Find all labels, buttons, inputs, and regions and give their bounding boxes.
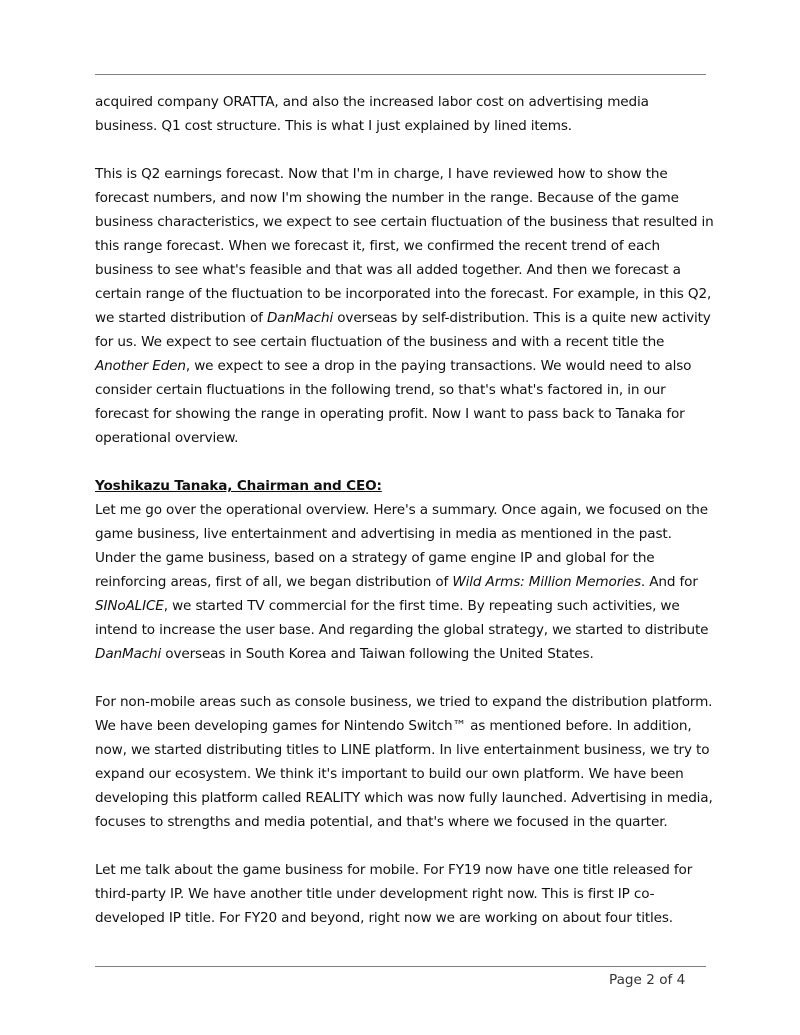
- document-body: [95, 90, 715, 954]
- text-segment: For non-mobile areas such as console business, we tried to expand the distribution platform. We have been developing games for Nintendo Switch™ as mentioned before. In addition, now, we started distributing titles to LINE platform. In live entertainment business, we try to expand our ecosystem. We think it's important to build our own platform. We have been developing this platform called REALITY which was now fully launched. Advertising in media, focuses to strengths and media potential, and that's where we focused in the quarter.: [95, 694, 713, 830]
- page-number: Page 2 of 4: [609, 972, 686, 988]
- text-segment: Let me go over the operational overview. Here's a summary. Once again, we focused on the game business, live entertainment and advertising in media as mentioned in the past. Under the game business, based on a strategy of game engine IP and global for the reinforcing areas, first of all, we began distribution of: [95, 502, 708, 590]
- title-wild-arms: Wild Arms: Million Memories: [452, 574, 641, 590]
- text-segment: acquired company ORATTA, and also the increased labor cost on advertising media business. Q1 cost structure. This is what I just explained by lined items.: [95, 94, 649, 134]
- title-another-eden: Another Eden: [95, 358, 186, 374]
- text-segment: . And for: [640, 574, 698, 590]
- text-segment: Let me talk about the game business for mobile. For FY19 now have one title released for third-party IP. We have another title under development right now. This is first IP co-developed IP title. For FY20 and beyond, right now we are working on about four titles.: [95, 862, 693, 926]
- title-sinoalice: SINoALICE: [95, 598, 164, 614]
- text-segment: overseas by self-distribution. This is a quite new activity for us. We expect to see certain fluctuation of the business and with a recent title the: [95, 310, 711, 350]
- footer-divider: [95, 966, 706, 967]
- text-segment: This is Q2 earnings forecast. Now that I'm in charge, I have reviewed how to show the forecast numbers, and now I'm showing the number in the range. Because of the game business characteristics, we expect to see certain fluctuation of the business that resulted in this range forecast. When we forecast it, first, we confirmed the recent trend of each business to see what's feasible and that was all added together. And then we forecast a certain range of the fluctuation to be incorporated into the forecast. For example, in this Q2, we started distribution of: [95, 166, 714, 326]
- paragraph: [95, 90, 715, 138]
- paragraph: [95, 690, 715, 834]
- text-segment: , we started TV commercial for the first time. By repeating such activities, we intend to increase the user base. And regarding the global strategy, we started to distribute: [95, 598, 709, 638]
- paragraph: [95, 162, 715, 450]
- title-danmachi: DanMachi: [95, 646, 162, 662]
- text-segment: overseas in South Korea and Taiwan following the United States.: [161, 646, 594, 662]
- text-segment: , we expect to see a drop in the paying transactions. We would need to also consider certain fluctuations in the following trend, so that's what's factored in, in our forecast for showing the range in operating profit. Now I want to pass back to Tanaka for operational overview.: [95, 358, 692, 446]
- speaker-heading: Yoshikazu Tanaka, Chairman and CEO:: [95, 478, 382, 494]
- paragraph: [95, 498, 715, 666]
- title-danmachi: DanMachi: [266, 310, 334, 326]
- paragraph: [95, 858, 715, 930]
- header-divider: [95, 74, 706, 75]
